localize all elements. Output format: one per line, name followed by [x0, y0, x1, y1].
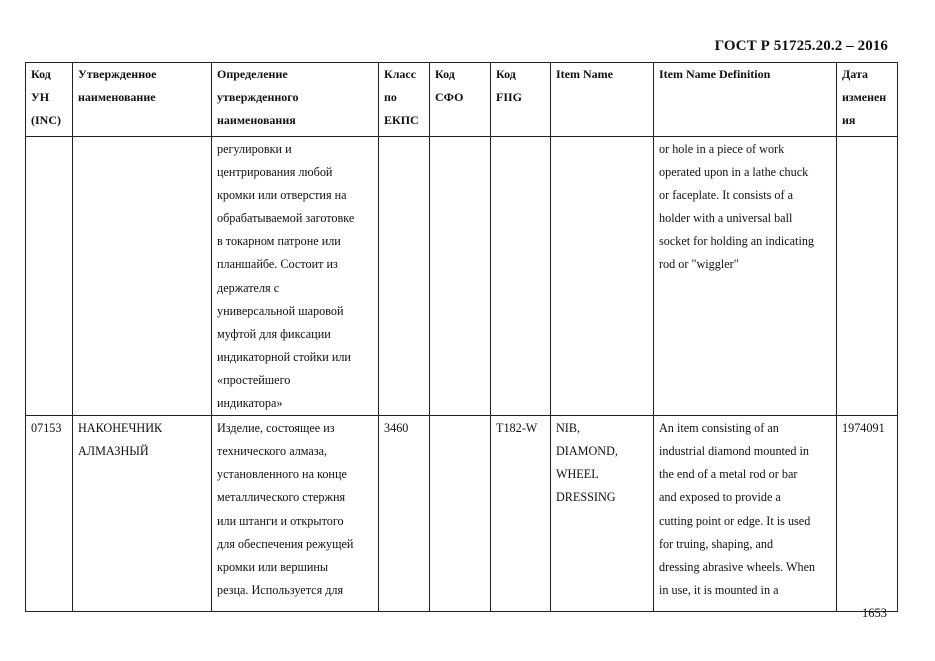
cell-approved-name: [73, 137, 212, 416]
cell-inc-code: [26, 416, 73, 612]
cell-line: или штанги и открытого: [217, 513, 344, 528]
cell-line: 3460: [384, 421, 409, 436]
cell-line: or faceplate. It consists of a: [659, 188, 794, 203]
cell-line: dressing abrasive wheels. When: [659, 559, 816, 574]
cell-line: держателя с: [217, 280, 280, 295]
table-row: [26, 416, 898, 612]
header-definition: [212, 63, 379, 137]
cell-line: and exposed to provide a: [659, 490, 781, 505]
cell-line: operated upon in a lathe chuck: [659, 165, 809, 180]
header-approved-name: [73, 63, 212, 137]
cell-inc-code: [26, 137, 73, 416]
header-ekps-class: [379, 63, 430, 137]
cell-line: T182-W: [496, 421, 538, 436]
cell-line: обрабатываемой заготовке: [217, 211, 355, 226]
cell-line: для обеспечения режущей: [217, 536, 354, 551]
cell-line: industrial diamond mounted in: [659, 444, 809, 459]
header-line: УН: [31, 90, 50, 105]
cell-line: установленного на конце: [217, 467, 347, 482]
table-body: [26, 137, 898, 612]
cell-line: технического алмаза,: [217, 444, 328, 459]
header-line: FIIG: [496, 90, 523, 105]
cell-line: в токарном патроне или: [217, 234, 341, 249]
cell-line: регулировки и: [217, 142, 292, 156]
header-line: СФО: [435, 90, 464, 105]
cell-line: DRESSING: [556, 490, 616, 505]
header-line: ия: [842, 113, 856, 128]
table-row: [26, 137, 898, 416]
cell-line: кромки или вершины: [217, 559, 329, 574]
header-row: [26, 63, 898, 137]
cell-line: планшайбе. Состоит из: [217, 257, 338, 272]
cell-line: holder with a universal ball: [659, 211, 793, 226]
cell-line: НАКОНЕЧНИК: [78, 421, 163, 436]
cell-line: cutting point or edge. It is used: [659, 513, 811, 528]
cell-line: rod or "wiggler": [659, 257, 739, 272]
header-line: изменен: [842, 90, 887, 105]
cell-line: 07153: [31, 421, 62, 436]
catalog-table: [25, 62, 898, 612]
header-line: ЕКПС: [384, 113, 419, 128]
header-line: (INC): [31, 113, 61, 128]
cell-line: муфтой для фиксации: [217, 326, 331, 341]
cell-item-name-definition: [654, 416, 837, 612]
cell-line: socket for holding an indicating: [659, 234, 815, 249]
cell-line: резца. Используется для: [217, 582, 344, 597]
cell-line: индикаторной стойки или: [217, 349, 351, 364]
cell-sfo-code: [430, 137, 491, 416]
cell-fiig-code: [491, 416, 551, 612]
standard-designation: ГОСТ Р 51725.20.2 – 2016: [714, 38, 888, 54]
cell-line: DIAMOND,: [556, 444, 618, 459]
cell-ekps-class: [379, 416, 430, 612]
cell-ekps-class: [379, 137, 430, 416]
cell-item-name: [551, 137, 654, 416]
header-line: наименования: [217, 113, 296, 128]
header-line: Класс: [384, 67, 417, 81]
cell-line: «простейшего: [217, 372, 291, 387]
cell-line: the end of a metal rod or bar: [659, 467, 798, 482]
header-inc-code: [26, 63, 73, 137]
header-line: Дата: [842, 67, 868, 81]
cell-change-date: [837, 137, 898, 416]
page-number: 1653: [862, 606, 887, 620]
header-line: Определение: [217, 67, 288, 81]
cell-line: in use, it is mounted in a: [659, 582, 779, 597]
header-line: утвержденного: [217, 90, 299, 105]
cell-line: for truing, shaping, and: [659, 536, 774, 551]
header-line: Код: [496, 67, 516, 81]
cell-line: Изделие, состоящее из: [217, 421, 335, 436]
header-line: Item Name: [556, 67, 613, 81]
header-item-name-definition: [654, 63, 837, 137]
cell-line: кромки или отверстия на: [217, 188, 347, 203]
cell-change-date: [837, 416, 898, 612]
cell-line: АЛМАЗНЫЙ: [78, 444, 149, 459]
cell-approved-name: [73, 416, 212, 612]
cell-item-name-definition: [654, 137, 837, 416]
header-line: по: [384, 90, 397, 105]
header-sfo-code: [430, 63, 491, 137]
cell-line: центрирования любой: [217, 165, 333, 180]
header-change-date: [837, 63, 898, 137]
cell-definition: [212, 416, 379, 612]
cell-line: WHEEL: [556, 467, 599, 482]
header-item-name: [551, 63, 654, 137]
header-line: Код: [31, 67, 51, 81]
table-header: [26, 63, 898, 137]
header-line: Утвержденное: [78, 67, 157, 81]
cell-sfo-code: [430, 416, 491, 612]
cell-line: универсальной шаровой: [217, 303, 344, 318]
cell-definition: [212, 137, 379, 416]
cell-line: металлического стержня: [217, 490, 346, 505]
header-line: наименование: [78, 90, 156, 105]
header-line: Item Name Definition: [659, 67, 771, 81]
header-line: Код: [435, 67, 455, 81]
cell-item-name: [551, 416, 654, 612]
cell-line: An item consisting of an: [659, 421, 779, 436]
cell-line: 1974091: [842, 421, 885, 436]
cell-line: индикатора»: [217, 396, 283, 411]
cell-fiig-code: [491, 137, 551, 416]
cell-line: or hole in a piece of work: [659, 142, 785, 156]
header-fiig-code: [491, 63, 551, 137]
cell-line: NIB,: [556, 421, 581, 436]
